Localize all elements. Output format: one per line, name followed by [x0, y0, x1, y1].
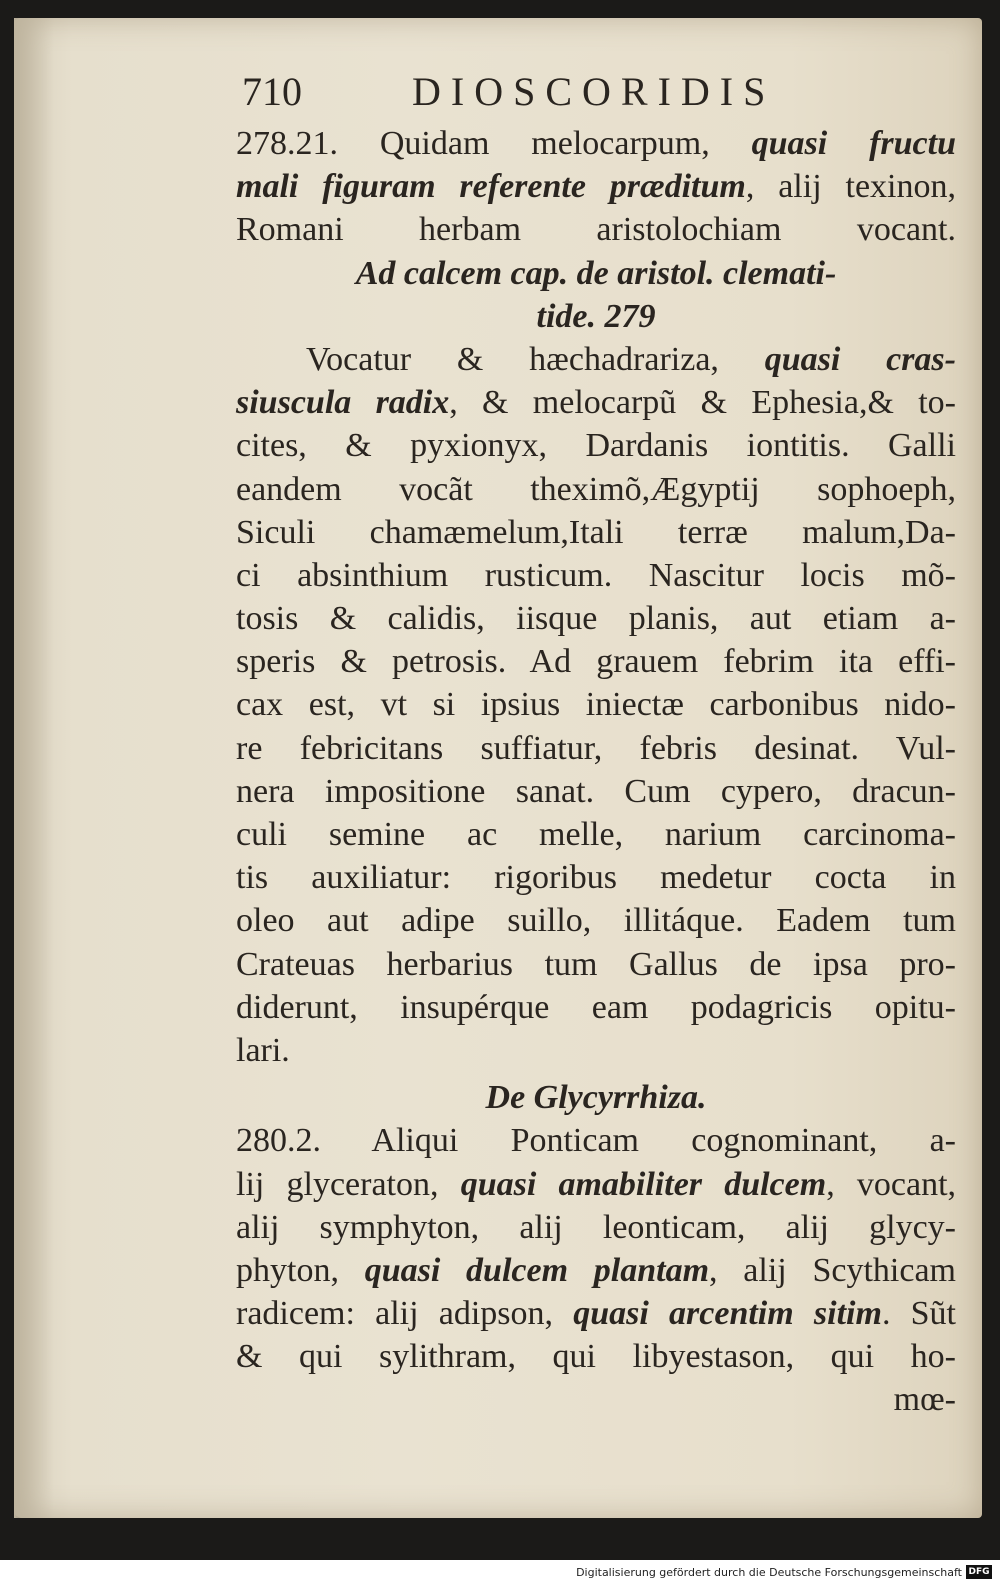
text-line: [236, 1335, 956, 1378]
text-line: [236, 511, 956, 554]
text-segment: diderunt, insupérque eam podagricis opitu-: [236, 988, 956, 1026]
body-text: [236, 122, 956, 1422]
text-segment: . Sũt: [881, 1295, 956, 1333]
italic-gloss: quasi amabiliter dulcem: [460, 1165, 827, 1203]
running-head: [236, 58, 956, 122]
text-segment: mœ-: [893, 1381, 956, 1419]
text-segment: Vocatur & hæchadrariza,: [306, 340, 765, 378]
text-segment: & qui sylithram, qui libyestason, qui ho-: [236, 1338, 956, 1376]
text-segment: , & melocarpũ & Ephesia,& to-: [449, 384, 956, 422]
section-heading-line: [236, 1076, 956, 1119]
page-gutter-shadow: [14, 18, 54, 1518]
italic-gloss: quasi fructu: [751, 125, 956, 162]
text-line: [236, 468, 956, 511]
text-line: [236, 986, 956, 1029]
text-segment: , alij Scythicam: [709, 1251, 956, 1289]
text-segment: Romani herbam aristolochiam vocant.: [236, 211, 956, 249]
text-segment: tosis & calidis, iisque planis, aut etiam a-: [236, 600, 956, 638]
text-segment: culi semine ac melle, narium carcinoma-: [236, 816, 956, 853]
text-segment: oleo aut adipe suillo, illitáque. Eadem tum: [236, 902, 956, 940]
text-segment: cites, & pyxionyx, Dardanis iontitis. Galli: [236, 427, 956, 465]
funding-credit: Digitalisierung gefördert durch die Deutsche Forschungsgemeinschaft: [576, 1566, 962, 1579]
text-line: [236, 1249, 956, 1292]
text-line: [236, 1163, 956, 1206]
italic-gloss: tide. 279: [536, 297, 656, 335]
text-line: [236, 165, 956, 208]
text-line: [236, 899, 956, 942]
text-segment: eandem vocãt theximõ,Ægyptij sophoeph,: [236, 470, 956, 508]
digitization-footer: [0, 1560, 1000, 1587]
text-segment: cax est, vt si ipsius iniectæ carbonibus nido-: [236, 686, 956, 724]
text-block: [236, 58, 956, 1422]
italic-gloss: quasi cras-: [764, 340, 956, 378]
catchword: [236, 1378, 956, 1421]
text-segment: nera impositione sanat. Cum cypero, dracun-: [236, 772, 956, 810]
text-line: [236, 727, 956, 770]
page-number: 710: [242, 69, 302, 114]
text-line: [236, 208, 956, 251]
text-line: [236, 1119, 956, 1162]
dfg-logo: DFG: [966, 1565, 992, 1579]
text-line: [236, 381, 956, 424]
text-segment: 278.21. Quidam melocarpum,: [236, 125, 752, 162]
text-line: [236, 813, 956, 856]
italic-gloss: De Glycyrrhiza.: [485, 1079, 707, 1117]
text-line: [236, 424, 956, 467]
text-line: [236, 1206, 956, 1249]
text-segment: Siculi chamæmelum,Itali terræ malum,Da-: [236, 513, 956, 551]
text-line: [236, 338, 956, 381]
text-segment: lari.: [236, 1031, 290, 1069]
italic-gloss: quasi arcentim sitim: [573, 1295, 882, 1333]
text-line: [236, 1029, 956, 1072]
italic-gloss: quasi dulcem plantam: [364, 1251, 710, 1289]
text-line: [236, 597, 956, 640]
text-segment: tis auxiliatur: rigoribus medetur cocta in: [236, 859, 956, 897]
text-line: [236, 1292, 956, 1335]
text-segment: Crateuas herbarius tum Gallus de ipsa pro-: [236, 945, 956, 983]
text-segment: speris & petrosis. Ad grauem febrim ita effi-: [236, 643, 956, 681]
section-heading-line: [236, 295, 956, 338]
text-segment: lij glyceraton,: [236, 1165, 461, 1203]
italic-gloss: siuscula radix: [236, 384, 450, 422]
text-segment: phyton,: [236, 1251, 365, 1289]
text-line: [236, 122, 956, 165]
section-heading-line: [236, 252, 956, 295]
text-line: [236, 856, 956, 899]
text-line: [236, 683, 956, 726]
running-head-title: DIOSCORIDIS: [412, 69, 776, 114]
text-segment: radicem: alij adipson,: [236, 1295, 574, 1333]
text-segment: ci absinthium rusticum. Nascitur locis mõ-: [236, 556, 956, 594]
text-segment: , vocant,: [826, 1165, 957, 1203]
text-line: [236, 640, 956, 683]
text-segment: re febricitans suffiatur, febris desinat. Vul-: [236, 729, 956, 767]
text-line: [236, 554, 956, 597]
text-line: [236, 770, 956, 813]
italic-gloss: Ad calcem cap. de aristol. clemati-: [355, 254, 837, 292]
text-segment: 280.2. Aliqui Ponticam cognominant, a-: [236, 1122, 956, 1160]
text-segment: , alij texinon,: [745, 168, 956, 206]
italic-gloss: mali figuram referente præditum: [236, 168, 746, 206]
text-segment: alij symphyton, alij leonticam, alij glycy-: [236, 1208, 956, 1246]
text-line: [236, 943, 956, 986]
